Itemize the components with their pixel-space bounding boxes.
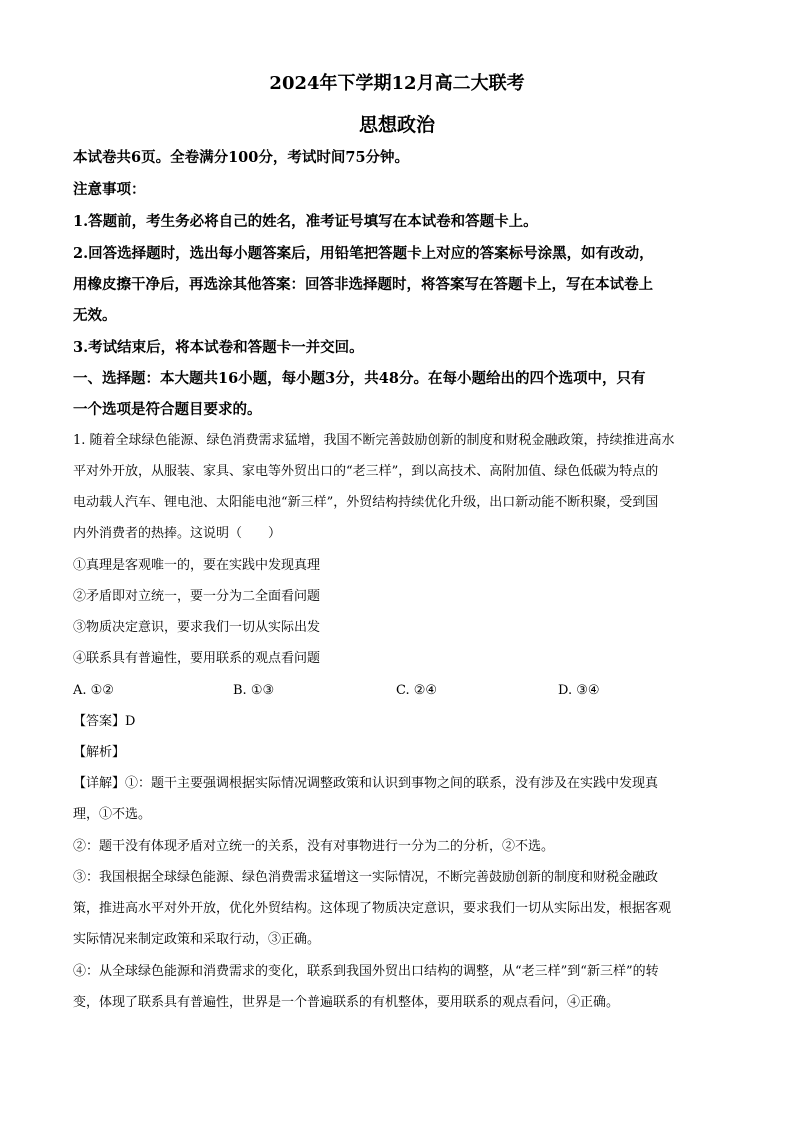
question-stem-line-1: 1. 随着全球绿色能源、绿色消费需求猛增，我国不断完善鼓励创新的制度和财税金融政策，持续推进高水 [73,433,675,448]
section-heading-line-1: 一、选择题：本大题共16小题，每小题3分，共48分。在每小题给出的四个选项中，只有 [73,370,646,387]
explanation-line-4: ③：我国根据全球绿色能源、绿色消费需求猛增这一实际情况，不断完善鼓励创新的制度和财税金融政 [73,870,659,885]
exam-info: 本试卷共6页。全卷满分100分，考试时间75分钟。 [73,149,410,166]
option-b: B. ①③ [233,683,275,698]
option-c: C. ②④ [396,683,438,698]
explanation-line-6: 实际情况来制定政策和采取行动，③正确。 [73,932,321,947]
explanation-line-5: 策，推进高水平对外开放，优化外贸结构。这体现了物质决定意识，要求我们一切从实际出发，根据客观 [73,901,672,916]
question-stem-line-2: 平对外开放，从服装、家具、家电等外贸出口的“老三样”，到以高技术、高附加值、绿色低碳为特点的 [73,464,659,479]
explanation-line-3: ②：题干没有体现矛盾对立统一的关系，没有对事物进行一分为二的分析，②不选。 [73,839,555,854]
statement-3: ③物质决定意识，要求我们一切从实际出发 [73,620,321,635]
notice-heading: 注意事项： [73,181,146,198]
subject-title: 思想政治 [358,114,435,136]
section-heading-line-2: 一个选项是符合题目要求的。 [73,401,262,418]
analysis-label: 【解析】 [73,745,126,760]
exam-title: 2024年下学期12月高二大联考 [269,73,525,94]
statement-2: ②矛盾即对立统一，要一分为二全面看问题 [73,589,321,604]
question-stem-line-4: 内外消费者的热捧。这说明（ ） [73,526,282,541]
option-a: A. ①② [73,683,114,698]
notice-line-3: 用橡皮擦干净后，再选涂其他答案：回答非选择题时，将答案写在答题卡上，写在本试卷上 [73,276,653,293]
explanation-line-1: 【详解】①：题干主要强调根据实际情况调整政策和认识到事物之间的联系，没有涉及在实践中发现真 [73,776,659,791]
notice-line-1: 1.答题前，考生务必将自己的姓名，准考证号填写在本试卷和答题卡上。 [73,213,538,230]
notice-line-5: 3.考试结束后，将本试卷和答题卡一并交回。 [73,339,364,356]
statement-1: ①真理是客观唯一的，要在实践中发现真理 [73,558,321,573]
notice-line-4: 无效。 [73,307,117,324]
question-stem-line-3: 电动载人汽车、锂电池、太阳能电池“新三样”，外贸结构持续优化升级，出口新动能不断积聚，受到国 [73,495,659,510]
statement-4: ④联系具有普遍性，要用联系的观点看问题 [73,651,321,666]
explanation-line-8: 变，体现了联系具有普遍性，世界是一个普遍联系的有机整体，要用联系的观点看问，④正确。 [73,995,620,1010]
explanation-line-2: 理，①不选。 [73,807,152,822]
answer-label: 【答案】D [73,714,136,729]
explanation-line-7: ④：从全球绿色能源和消费需求的变化，联系到我国外贸出口结构的调整，从“老三样”到“新三样”的转 [73,964,659,979]
option-d: D. ③④ [558,683,600,698]
notice-line-2: 2.回答选择题时，选出每小题答案后，用铅笔把答题卡上对应的答案标号涂黑，如有改动， [73,245,654,262]
